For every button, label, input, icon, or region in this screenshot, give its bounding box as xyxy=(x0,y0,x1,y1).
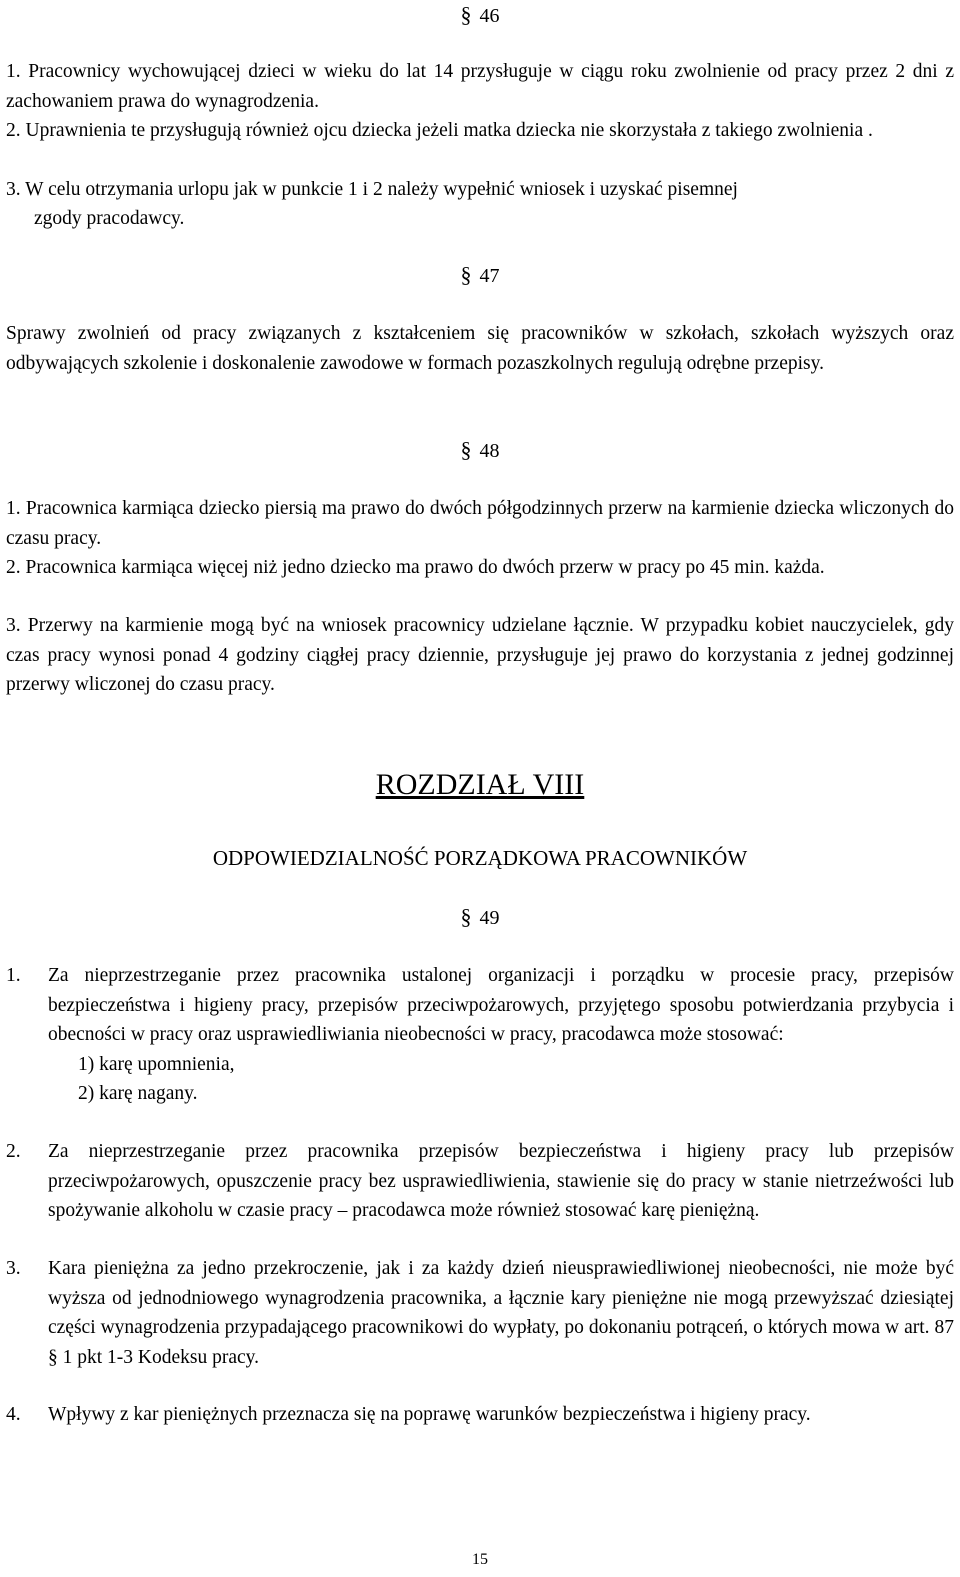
section-49-heading xyxy=(0,902,960,933)
section-number: 49 xyxy=(479,907,500,929)
s47-text: Sprawy zwolnień od pracy związanych z kształceniem się pracowników w szkołach, szkołach wyższych oraz odbywających szkolenie i doskonalenie zawodowe w formach pozaszkolnych regulują odrębne przepisy. xyxy=(6,323,954,374)
point-body xyxy=(48,961,954,1109)
s49-point-3 xyxy=(6,1254,954,1372)
s46-item-3: 3. W celu otrzymania urlopu jak w punkcie 1 i 2 należy wypełnić wniosek i uzyskać pisemnej xyxy=(6,179,738,200)
point-number: 3. xyxy=(6,1258,21,1279)
point-number: 1. xyxy=(6,965,21,986)
section-sign: § xyxy=(460,2,472,27)
s49-point-4 xyxy=(6,1400,954,1430)
s48-item-3: 3. Przerwy na karmienie mogą być na wniosek pracownicy udzielane łącznie. W przypadku kobiet nauczycielek, gdy czas pracy wynosi ponad 4 godziny ciągłej pracy dziennie, przysługuje jej prawo do korzystania z jednej godzinnej przerwy wliczonej do czasu pracy. xyxy=(6,615,954,695)
point-text: Kara pieniężna za jedno przekroczenie, jak i za każdy dzień nieusprawiedliwionej nieobecności, nie może być wyższa od jednodniowego wynagrodzenia pracownika, a łącznie kary pieniężne nie mogą przewyższać dziesiątej części wynagrodzenia przypadającego pracownikowi do wypłaty, po dokonaniu potrąceń, o których mowa w art. 87 § 1 pkt 1-3 Kodeksu pracy. xyxy=(48,1258,954,1368)
section-sign: § xyxy=(460,262,472,287)
sub-item-2: 2) karę nagany. xyxy=(78,1083,198,1104)
point-text: Za nieprzestrzeganie przez pracownika przepisów bezpieczeństwa i higieny pracy lub przepisów przeciwpożarowych, opuszczenie pracy bez usprawiedliwienia, stawienie się do pracy w stanie nietrzeźwości lub spożywanie alkoholu w czasie pracy – pracodawca może również stosować karę pieniężną. xyxy=(48,1141,954,1221)
section-number: 48 xyxy=(479,440,500,462)
sub-item-1: 1) karę upomnienia, xyxy=(78,1053,235,1075)
chapter-title: ROZDZIAŁ VIII xyxy=(375,768,585,801)
s46-item-1: 1. Pracownicy wychowującej dzieci w wieku do lat 14 przysługuje w ciągu roku zwolnienie od pracy przez 2 dni z zachowaniem prawa do wynagrodzenia. xyxy=(6,61,954,112)
section-47-heading xyxy=(0,260,960,291)
section-sign: § xyxy=(460,904,472,929)
page-number: 15 xyxy=(472,1551,488,1568)
point-number: 4. xyxy=(6,1404,21,1425)
s48-item-2: 2. Pracownica karmiąca więcej niż jedno dziecko ma prawo do dwóch przerw w pracy po 45 min. każda. xyxy=(6,557,825,578)
section-48-heading xyxy=(0,435,960,466)
s49-point-2 xyxy=(6,1137,954,1226)
point-text: Za nieprzestrzeganie przez pracownika ustalonej organizacji i porządku w procesie pracy, przepisów bezpieczeństwa i higieny pracy, przepisów przeciwpożarowych, przyjętego sposobu potwierdzania przybycia i obecności w pracy oraz usprawiedliwiania nieobecności w pracy, pracodawca może stosować: xyxy=(48,965,954,1045)
s46-item-3-continued: zgody pracodawcy. xyxy=(34,208,185,229)
chapter-subtitle: ODPOWIEDZIALNOŚĆ PORZĄDKOWA PRACOWNIKÓW xyxy=(212,846,748,870)
s49-point-1 xyxy=(6,961,954,1109)
s46-item-2: 2. Uprawnienia te przysługują również ojcu dziecka jeżeli matka dziecka nie skorzystała z takiego zwolnienia . xyxy=(6,120,873,141)
point-text: Wpływy z kar pieniężnych przeznacza się na poprawę warunków bezpieczeństwa i higieny pracy. xyxy=(48,1404,811,1425)
point-number: 2. xyxy=(6,1141,21,1162)
s48-item-1: 1. Pracownica karmiąca dziecko piersią ma prawo do dwóch półgodzinnych przerw na karmienie dziecka wliczonych do czasu pracy. xyxy=(6,498,954,549)
section-sign: § xyxy=(460,437,472,462)
section-number: 47 xyxy=(479,265,500,287)
section-46-heading xyxy=(0,0,960,31)
section-number: 46 xyxy=(479,5,500,27)
